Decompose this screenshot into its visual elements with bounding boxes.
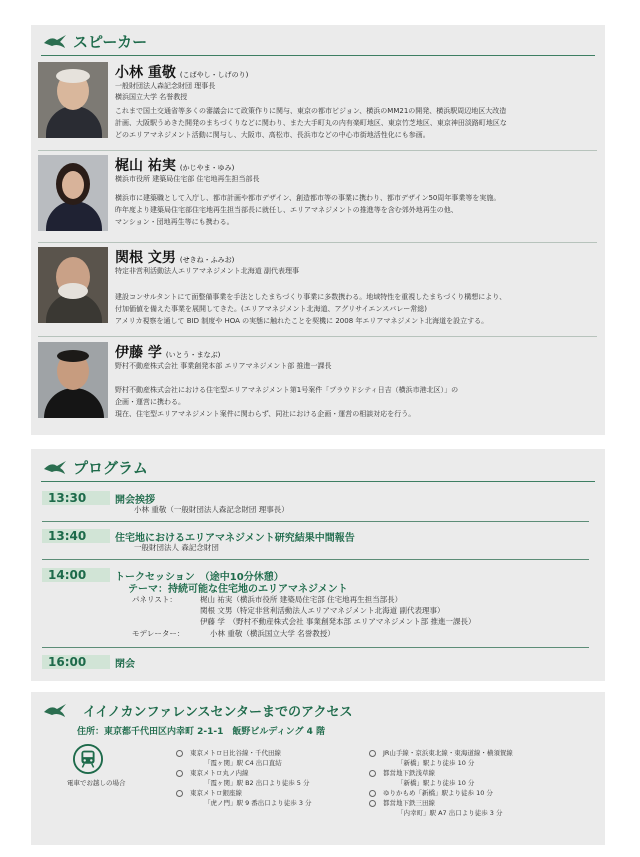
program-rule bbox=[41, 481, 595, 482]
program-theme: テーマ：持続可能な住宅地のエリアマネジメント bbox=[128, 584, 348, 595]
panelist: 関根 文男（特定非営利活動法人エリアマネジメント北海道 副代表理事） bbox=[200, 606, 445, 615]
speaker-affiliation: 特定非営利活動法人エリアマネジメント北海道 副代表理事 bbox=[115, 267, 300, 275]
speaker-bio: 野村不動産株式会社における住宅型エリアマネジメント第1号案件「プラウドシティ日吉（横浜市港北区）」の 企画・運営に携わる。 現在、住宅型エリアマネジメント案件に関わらず、同社における企画・運営の相談対応を行う。 bbox=[115, 386, 459, 418]
program-item bbox=[42, 529, 589, 559]
routes-right bbox=[369, 748, 513, 818]
speaker-divider bbox=[38, 336, 597, 337]
route-item: JR山手線・京浜東北線・東海道線・横須賀線 「新橋」駅より徒歩 10 分 bbox=[369, 748, 513, 768]
program-item-title: 開会挨拶 bbox=[115, 495, 155, 506]
speaker-kobayashi bbox=[38, 62, 597, 142]
program-heading bbox=[43, 457, 148, 478]
program-time: 16:00 bbox=[42, 655, 110, 669]
speaker-bio: 横浜市に建築職として入庁し、都市計画や都市デザイン、創造都市等の事業に携わり、都市デザイン50周年事業等を実施。 昨年度より建築局住宅部住宅地再生担当部長に就任し、エリアマネジメントの推進等を含む郊外地再生の他、 マンション・団地再生等にも携わる。 bbox=[115, 194, 501, 226]
access-panel bbox=[31, 692, 605, 845]
train-icon bbox=[73, 744, 103, 774]
program-time: 14:00 bbox=[42, 568, 110, 582]
speaker-ito bbox=[38, 342, 597, 422]
program-item-title: トークセッション （途中10分休憩） bbox=[115, 572, 284, 583]
speaker-divider bbox=[38, 150, 597, 151]
access-title: イイノカンファレンスセンターまでのアクセス bbox=[83, 705, 353, 720]
program-divider bbox=[42, 559, 589, 560]
program-item-sub: 一般財団法人 森記念財団 bbox=[134, 543, 219, 552]
panelist-label: パネリスト： bbox=[132, 595, 177, 604]
program-item-title: 住宅地におけるエリアマネジメント研究結果中間報告 bbox=[115, 533, 355, 544]
speaker-kajiyama bbox=[38, 155, 597, 235]
speaker-name: 梶山 祐実 (かじやま・ゆみ) bbox=[115, 158, 235, 174]
speakers-title: スピーカー bbox=[73, 33, 148, 51]
route-item: 東京メトロ銀座線 「虎ノ門」駅 9 番出口より徒歩 3 分 bbox=[176, 788, 312, 808]
speaker-affiliation: 野村不動産株式会社 事業創発本部 エリアマネジメント部 推進一課長 bbox=[115, 362, 332, 370]
routes-left bbox=[176, 748, 312, 808]
swallow-icon bbox=[43, 460, 67, 476]
panelist: 伊藤 学 （野村不動産株式会社 事業創発本部 エリアマネジメント部 推進一課長） bbox=[200, 617, 476, 626]
speaker-photo bbox=[38, 342, 108, 418]
route-item: 都営地下鉄三田線 「内幸町」駅 A7 出口より徒歩 3 分 bbox=[369, 798, 513, 818]
speaker-name: 関根 文男 (せきね・ふみお) bbox=[115, 250, 235, 266]
speaker-name: 伊藤 学 (いとう・まなぶ) bbox=[115, 345, 221, 361]
speaker-affiliation: 一般財団法人森記念財団 理事長 横浜国立大学 名誉教授 bbox=[115, 82, 216, 101]
speaker-photo bbox=[38, 62, 108, 138]
access-address: 住所：東京都千代田区内幸町 2-1-1 飯野ビルディング 4 階 bbox=[77, 727, 326, 737]
speakers-heading bbox=[43, 31, 147, 52]
speaker-photo bbox=[38, 247, 108, 323]
swallow-icon bbox=[43, 703, 67, 719]
speaker-bio: 建設コンサルタントにて面整備事業を手法としたまちづくり事業に多数携わる。地域特性を重視したまちづくり構想により、 付加価値を備えた事業を展開してきた。(エリアマネジメント北海道、アグリサイエンスバレー常総) アメリカ視察を通して BID 制度や HOA の実態に触れたことを契機に 2008 年エリアマネジメント北海道を設立する。 bbox=[115, 293, 507, 325]
route-item: 東京メトロ丸ノ内線 「霞ヶ関」駅 B2 出口より徒歩 5 分 bbox=[176, 768, 312, 788]
train-label: 電車でお越しの場合 bbox=[67, 779, 126, 787]
speakers-rule bbox=[41, 55, 595, 56]
swallow-icon bbox=[43, 34, 67, 50]
program-time: 13:40 bbox=[42, 529, 110, 543]
speaker-affiliation: 横浜市役所 建築局住宅部 住宅地再生担当部長 bbox=[115, 175, 260, 183]
route-item: ゆりかもめ「新橋」駅より徒歩 10 分 bbox=[369, 788, 513, 798]
program-item bbox=[42, 655, 589, 673]
program-divider bbox=[42, 647, 589, 648]
program-item-title: 閉会 bbox=[115, 659, 135, 670]
route-item: 東京メトロ日比谷線・千代田線 「霞ヶ関」駅 C4 出口直結 bbox=[176, 748, 312, 768]
moderator: 小林 重敬（横浜国立大学 名誉教授） bbox=[210, 629, 335, 638]
access-heading bbox=[43, 701, 353, 720]
panelist: 梶山 祐実（横浜市役所 建築局住宅部 住宅地再生担当部長） bbox=[200, 595, 403, 604]
speaker-name: 小林 重敬 (こばやし・しげのり) bbox=[115, 65, 249, 81]
program-item-sub: 小林 重敬（一般財団法人森記念財団 理事長） bbox=[134, 505, 289, 514]
program-item bbox=[42, 491, 589, 521]
program-divider bbox=[42, 521, 589, 522]
route-item: 都営地下鉄浅草線 「新橋」駅より徒歩 10 分 bbox=[369, 768, 513, 788]
program-title: プログラム bbox=[73, 459, 148, 477]
program-item bbox=[42, 568, 589, 648]
speaker-bio: これまで国土交通省等多くの審議会にて政策作りに関与、東京の都市ビジョン、横浜のMM21の開発、横浜駅周辺地区大改造 計画、大阪駅うめきた開発のまちづくりなどに関わり、また大手町丸の内有楽町地区、東京竹芝地区、東京神田淡路町地区な どのエリアマネジメント活動に関与し、大阪市、高松市、長浜市などの中心市街地活性化にも参画。 bbox=[115, 107, 507, 139]
program-panel bbox=[31, 449, 605, 681]
speaker-photo bbox=[38, 155, 108, 231]
speaker-divider bbox=[38, 242, 597, 243]
speaker-sekine bbox=[38, 247, 597, 327]
moderator-label: モデレーター： bbox=[132, 629, 185, 638]
program-time: 13:30 bbox=[42, 491, 110, 505]
speakers-panel bbox=[31, 25, 605, 435]
